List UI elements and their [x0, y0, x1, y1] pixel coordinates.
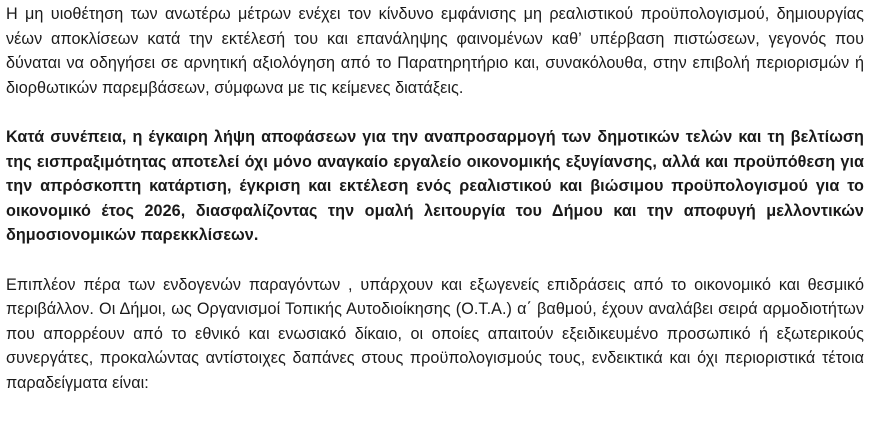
- document-page: [6, 2, 864, 395]
- paragraph-risk: Η μη υιοθέτηση των ανωτέρω μέτρων ενέχει τον κίνδυνο εμφάνισης μη ρεαλιστικού προϋπολογισμού, δημιουργίας νέων αποκλίσεων κατά την εκτέλεσή του και επανάληψης φαινομένων καθ’ υπέρβαση πιστώσεων, γεγονός που δύναται να οδηγήσει σε αρνητική αξιολόγηση από το Παρατηρητήριο και, συνακόλουθα, στην επιβολή περιορισμών ή διορθωτικών παρεμβάσεων, σύμφωνα με τις κείμενες διατάξεις.: [6, 5, 864, 97]
- paragraph-conclusion: Κατά συνέπεια, η έγκαιρη λήψη αποφάσεων για την αναπροσαρμογή των δημοτικών τελών και τη βελτίωση της εισπραξιμότητας αποτελεί όχι μόνο αναγκαίο εργαλείο οικονομικής εξυγίανσης, αλλά και προϋπόθεση για την απρόσκοπτη κατάρτιση, έγκριση και εκτέλεση ενός ρεαλιστικού και βιώσιμου προϋπολογισμού για το οικονομικό έτος 2026, διασφαλίζοντας την ομαλή λειτουργία του Δήμου και την αποφυγή μελλοντικών δημοσιονομικών παρεκκλίσεων.: [6, 128, 864, 244]
- paragraph-external-factors: Επιπλέον πέρα των ενδογενών παραγόντων , υπάρχουν και εξωγενείς επιδράσεις από το οικονομικό και θεσμικό περιβάλλον. Οι Δήμοι, ως Οργανισμοί Τοπικής Αυτοδιοίκησης (Ο.Τ.Α.) α΄ βαθμού, έχουν αναλάβει σειρά αρμοδιοτήτων που απορρέουν από το εθνικό και ενωσιακό δίκαιο, οι οποίες απαιτούν εξειδικευμένο προσωπικό ή εξωτερικούς συνεργάτες, προκαλώντας αντίστοιχες δαπάνες στους προϋπολογισμούς τους, ενδεικτικά και όχι περιοριστικά τέτοια παραδείγματα είναι:: [6, 275, 864, 392]
